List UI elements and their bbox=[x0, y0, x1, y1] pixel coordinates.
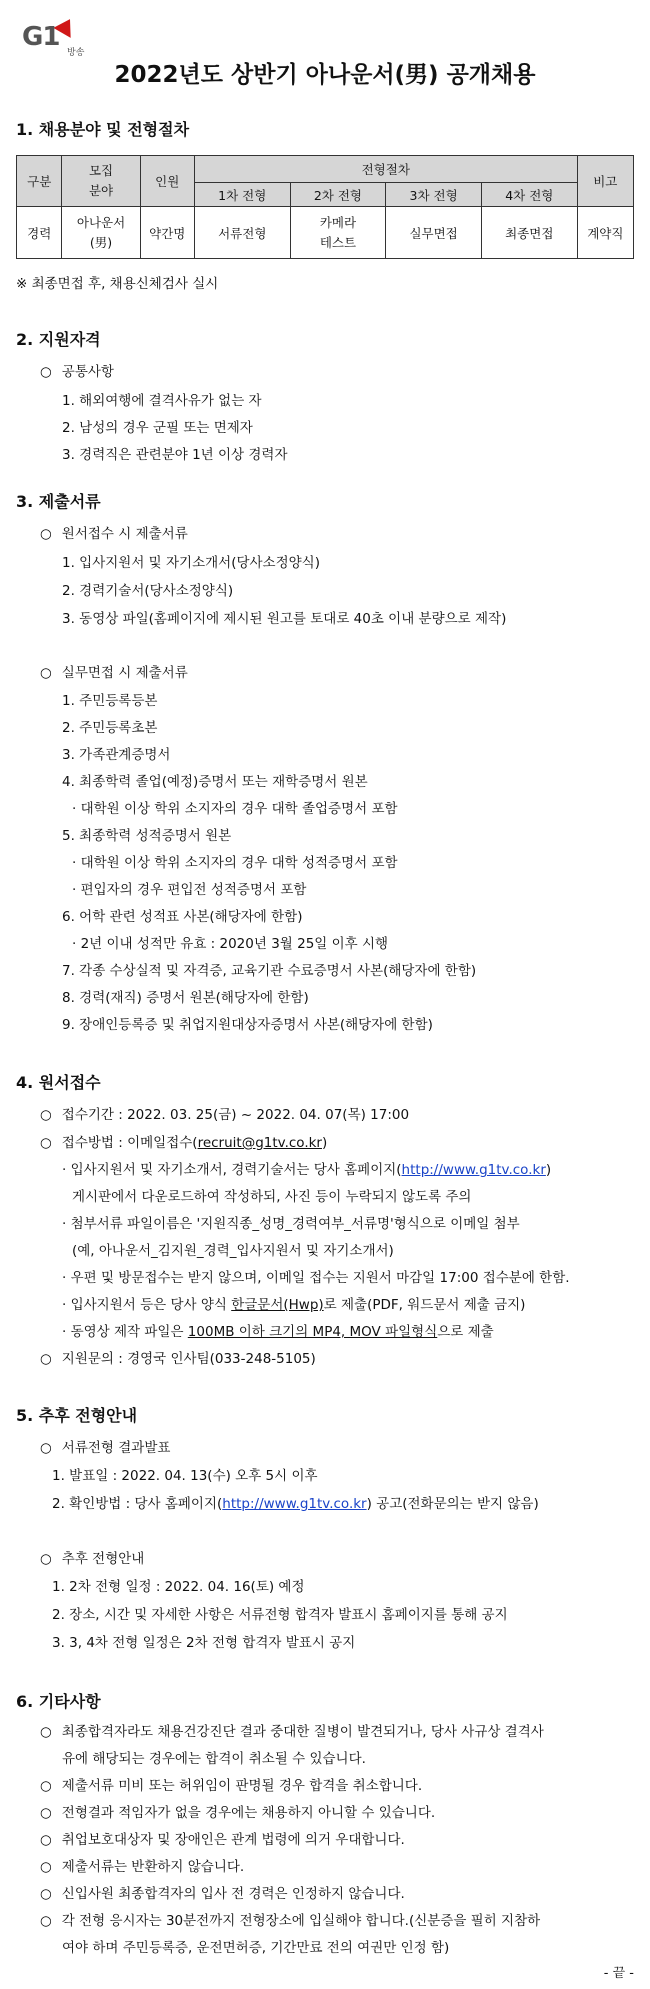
section-1-heading: 1. 채용분야 및 전형절차 bbox=[16, 120, 190, 139]
header-stage-4: 4차 전형 bbox=[481, 183, 577, 207]
misc-item: ○ 신입사원 최종합격자의 입사 전 경력은 인정하지 않습니다. bbox=[40, 1882, 405, 1902]
doc-item: 3. 동영상 파일(홈페이지에 제시된 원고를 토대로 40초 이내 분량으로 제작) bbox=[62, 611, 507, 627]
section-2-heading: 2. 지원자격 bbox=[16, 330, 101, 349]
doc-result-title: ○ 서류전형 결과발표 bbox=[40, 1436, 170, 1456]
method-note-1 bbox=[62, 1158, 551, 1178]
cell-note: 계약직 bbox=[577, 207, 633, 259]
logo-subtitle: 방송 bbox=[67, 48, 85, 58]
header-gubun: 구분 bbox=[17, 156, 62, 207]
requirement-item: 2. 남성의 경우 군필 또는 면제자 bbox=[62, 420, 253, 436]
next-stage-title: ○ 추후 전형안내 bbox=[40, 1547, 144, 1567]
cell-stage-1: 서류전형 bbox=[194, 207, 290, 259]
application-period: ○ 접수기간 : 2022. 03. 25(금) ~ 2022. 04. 07(목) 17:00 bbox=[40, 1103, 409, 1123]
misc-item-cont: 유에 해당되는 경우에는 합격이 취소될 수 있습니다. bbox=[62, 1751, 366, 1767]
note-text: · 동영상 제작 파일은 bbox=[62, 1324, 188, 1340]
doc-item: 6. 어학 관련 성적표 사본(해당자에 한함) bbox=[62, 909, 303, 925]
doc-subitem: · 대학원 이상 학위 소지자의 경우 대학 졸업증명서 포함 bbox=[72, 801, 398, 817]
recruitment-table bbox=[16, 155, 634, 259]
logo-mark: G1 bbox=[22, 22, 60, 52]
header-process: 전형절차 bbox=[194, 156, 577, 183]
header-note: 비고 bbox=[577, 156, 633, 207]
doc-item: 2. 경력기술서(당사소정양식) bbox=[62, 583, 234, 599]
doc-item: 3. 가족관계증명서 bbox=[62, 747, 171, 763]
note-text: 으로 제출 bbox=[437, 1324, 494, 1340]
table-footnote: ※ 최종면접 후, 채용신체검사 실시 bbox=[16, 276, 219, 292]
homepage-link[interactable]: http://www.g1tv.co.kr bbox=[222, 1496, 367, 1512]
check-note: ) 공고(전화문의는 받지 않음) bbox=[366, 1496, 539, 1512]
announce-date: 1. 발표일 : 2022. 04. 13(수) 오후 5시 이후 bbox=[52, 1468, 318, 1484]
section-6-heading: 6. 기타사항 bbox=[16, 1692, 101, 1711]
common-requirements-title: ○ 공통사항 bbox=[40, 360, 114, 380]
end-mark: - 끝 - bbox=[603, 1966, 634, 1981]
doc-item: 2. 주민등록초본 bbox=[62, 720, 158, 736]
header-stage-1: 1차 전형 bbox=[194, 183, 290, 207]
method-close: ) bbox=[321, 1135, 328, 1151]
doc-item: 8. 경력(재직) 증명서 원본(해당자에 한함) bbox=[62, 990, 309, 1006]
method-label: 접수방법 : 이메일접수( bbox=[61, 1135, 198, 1151]
misc-item: ○ 제출서류는 반환하지 않습니다. bbox=[40, 1855, 244, 1875]
doc-subitem: · 편입자의 경우 편입전 성적증명서 포함 bbox=[72, 882, 307, 898]
header-stage-2: 2차 전형 bbox=[290, 183, 386, 207]
homepage-link[interactable]: http://www.g1tv.co.kr bbox=[401, 1162, 546, 1178]
note-text: 로 제출(PDF, 워드문서 제출 금지) bbox=[323, 1297, 526, 1313]
check-label: 2. 확인방법 : 당사 홈페이지( bbox=[52, 1496, 223, 1512]
misc-item: ○ 전형결과 적임자가 없을 경우에는 채용하지 아니할 수 있습니다. bbox=[40, 1801, 435, 1821]
cell-stage-2: 카메라 테스트 bbox=[290, 207, 386, 259]
header-field: 모집 분야 bbox=[62, 156, 140, 207]
misc-item-cont: 여야 하며 주민등록증, 운전면허증, 기간만료 전의 여권만 인정 함) bbox=[62, 1940, 450, 1956]
method-note-3: · 우편 및 방문접수는 받지 않으며, 이메일 접수는 지원서 마감일 17:00 접수분에 한함. bbox=[62, 1270, 570, 1286]
method-note-2-cont: (예, 아나운서_김지원_경력_입사지원서 및 자기소개서) bbox=[72, 1243, 394, 1259]
misc-item: ○ 최종합격자라도 채용건강진단 결과 중대한 질병이 발견되거나, 당사 사규상 결격사 bbox=[40, 1720, 544, 1740]
doc-subitem: · 2년 이내 성적만 유효 : 2020년 3월 25일 이후 시행 bbox=[72, 936, 389, 952]
email-link[interactable]: recruit@g1tv.co.kr bbox=[197, 1135, 322, 1151]
video-format: 100MB 이하 크기의 MP4, MOV 파일형식 bbox=[187, 1324, 438, 1340]
check-method bbox=[52, 1492, 539, 1512]
cell-stage-3: 실무면접 bbox=[386, 207, 482, 259]
contact-info: ○ 지원문의 : 경영국 인사팀(033-248-5105) bbox=[40, 1347, 316, 1367]
cell-gubun: 경력 bbox=[17, 207, 62, 259]
hwp-format: 한글문서(Hwp) bbox=[231, 1297, 324, 1313]
method-note-1-cont: 게시판에서 다운로드하여 작성하되, 사진 등이 누락되지 않도록 주의 bbox=[72, 1189, 472, 1205]
header-stage-3: 3차 전형 bbox=[386, 183, 482, 207]
method-note-2: · 첨부서류 파일이름은 '지원직종_성명_경력여부_서류명'형식으로 이메일 첨부 bbox=[62, 1216, 520, 1232]
misc-item: ○ 취업보호대상자 및 장애인은 관계 법령에 의거 우대합니다. bbox=[40, 1828, 405, 1848]
next-stage-item: 2. 장소, 시간 및 자세한 사항은 서류전형 합격자 발표시 홈페이지를 통해 공지 bbox=[52, 1607, 508, 1623]
doc-item: 7. 각종 수상실적 및 자격증, 교육기관 수료증명서 사본(해당자에 한함) bbox=[62, 963, 477, 979]
method-note-4 bbox=[62, 1293, 525, 1313]
next-stage-item: 3. 3, 4차 전형 일정은 2차 전형 합격자 발표시 공지 bbox=[52, 1635, 356, 1651]
note-text: · 입사지원서 등은 당사 양식 bbox=[62, 1297, 232, 1313]
doc-item: 1. 입사지원서 및 자기소개서(당사소정양식) bbox=[62, 555, 320, 571]
application-docs-title: ○ 원서접수 시 제출서류 bbox=[40, 522, 188, 542]
cell-stage-4: 최종면접 bbox=[481, 207, 577, 259]
cell-field: 아나운서 (男) bbox=[62, 207, 140, 259]
requirement-item: 3. 경력직은 관련분야 1년 이상 경력자 bbox=[62, 447, 288, 463]
doc-item: 1. 주민등록등본 bbox=[62, 693, 158, 709]
doc-subitem: · 대학원 이상 학위 소지자의 경우 대학 성적증명서 포함 bbox=[72, 855, 398, 871]
misc-item: ○ 각 전형 응시자는 30분전까지 전형장소에 입실해야 합니다.(신분증을 필히 지참하 bbox=[40, 1909, 540, 1929]
application-method bbox=[40, 1131, 327, 1151]
misc-item: ○ 제출서류 미비 또는 허위임이 판명될 경우 합격을 취소합니다. bbox=[40, 1774, 422, 1794]
cell-count: 약간명 bbox=[140, 207, 194, 259]
next-stage-item: 1. 2차 전형 일정 : 2022. 04. 16(토) 예정 bbox=[52, 1579, 305, 1595]
section-4-heading: 4. 원서접수 bbox=[16, 1073, 101, 1092]
method-note-5 bbox=[62, 1320, 494, 1340]
page-title: 2022년도 상반기 아나운서(男) 공개채용 bbox=[114, 62, 536, 88]
doc-item: 4. 최종학력 졸업(예정)증명서 또는 재학증명서 원본 bbox=[62, 774, 368, 790]
doc-item: 5. 최종학력 성적증명서 원본 bbox=[62, 828, 232, 844]
requirement-item: 1. 해외여행에 결격사유가 없는 자 bbox=[62, 393, 262, 409]
interview-docs-title: ○ 실무면접 시 제출서류 bbox=[40, 661, 188, 681]
note-close: ) bbox=[545, 1162, 552, 1178]
section-3-heading: 3. 제출서류 bbox=[16, 492, 101, 511]
note-text: · 입사지원서 및 자기소개서, 경력기술서는 당사 홈페이지( bbox=[62, 1162, 402, 1178]
header-count: 인원 bbox=[140, 156, 194, 207]
section-5-heading: 5. 추후 전형안내 bbox=[16, 1406, 138, 1425]
doc-item: 9. 장애인등록증 및 취업지원대상자증명서 사본(해당자에 한함) bbox=[62, 1017, 433, 1033]
